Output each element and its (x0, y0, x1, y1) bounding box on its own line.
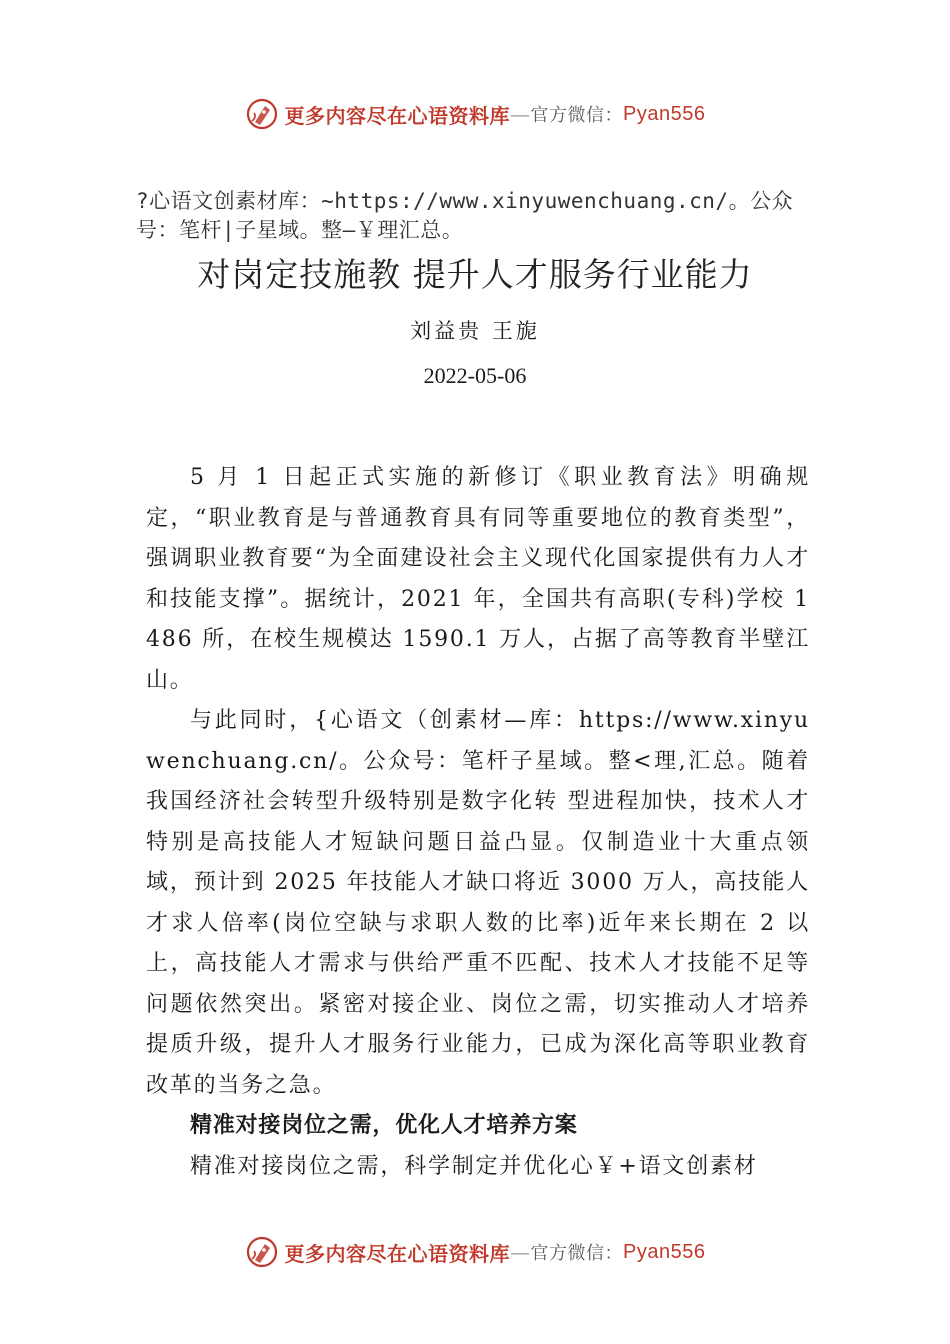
section-heading: 精准对接岗位之需，优化人才培养方案 (190, 1113, 578, 1138)
paragraph: 与此同时，{心语文（创素材—库：https://www.xinyuwenchuang.cn/。公众号：笔杆子星域。整<理,汇总。随着我国经济社会转型升级特别是数字化转 型进程加快，技术人才特别是高技能人才短缺问题日益凸显。仅制造业十大重点领域，预计到 2025 年技能人才缺口将近 3000 万人，高技能人才求人倍率(岗位空缺与求职人数的比率)近年来长期在 2 以上，高技能人才需求与供给严重不匹配、技术人才技能不足等问题依然突出。紧密对接企业、岗位之需，切实推动人才培养提质升级，提升人才服务行业能力，已成为深化高等职业教育改革的当务之急。 (146, 708, 810, 1098)
article-title: 对岗定技施教 提升人才服务行业能力 (197, 255, 753, 294)
banner-wechat-id: Pyan556 (623, 102, 706, 125)
header-banner (0, 94, 950, 134)
banner-wechat-id: Pyan556 (623, 1240, 706, 1263)
article-date: 2022-05-06 (423, 363, 527, 388)
paragraph: 精准对接岗位之需，科学制定并优化心￥+语文创素材 (190, 1153, 758, 1179)
banner-wechat-label: 官方微信： (530, 1243, 624, 1264)
article-authors: 刘益贵 王旎 (410, 319, 540, 343)
banner-separator: — (510, 1240, 531, 1264)
pen-nib-logo-icon (245, 97, 279, 131)
article-body (146, 458, 810, 1187)
banner-separator: — (510, 102, 531, 126)
banner-wechat-label: 官方微信： (530, 105, 624, 126)
banner-main-text: 更多内容尽在心语资料库 (284, 1241, 511, 1266)
banner-main-text: 更多内容尽在心语资料库 (284, 103, 511, 128)
source-note: ?心语文创素材库：~https://www.xinyuwenchuang.cn/。公众号：笔杆|子星域。整—￥理汇总。 (136, 189, 794, 242)
paragraph: 5 月 1 日起正式实施的新修订《职业教育法》明确规定，“职业教育是与普通教育具有同等重要地位的教育类型”，强调职业教育要“为全面建设社会主义现代化国家提供有力人才和技能支撑”。据统计，2021 年，全国共有高职(专科)学校 1486 所，在校生规模达 1590.1 万人，占据了高等教育半壁江山。 (146, 465, 810, 693)
pen-nib-logo-icon (245, 1235, 279, 1269)
footer-banner (0, 1232, 950, 1272)
